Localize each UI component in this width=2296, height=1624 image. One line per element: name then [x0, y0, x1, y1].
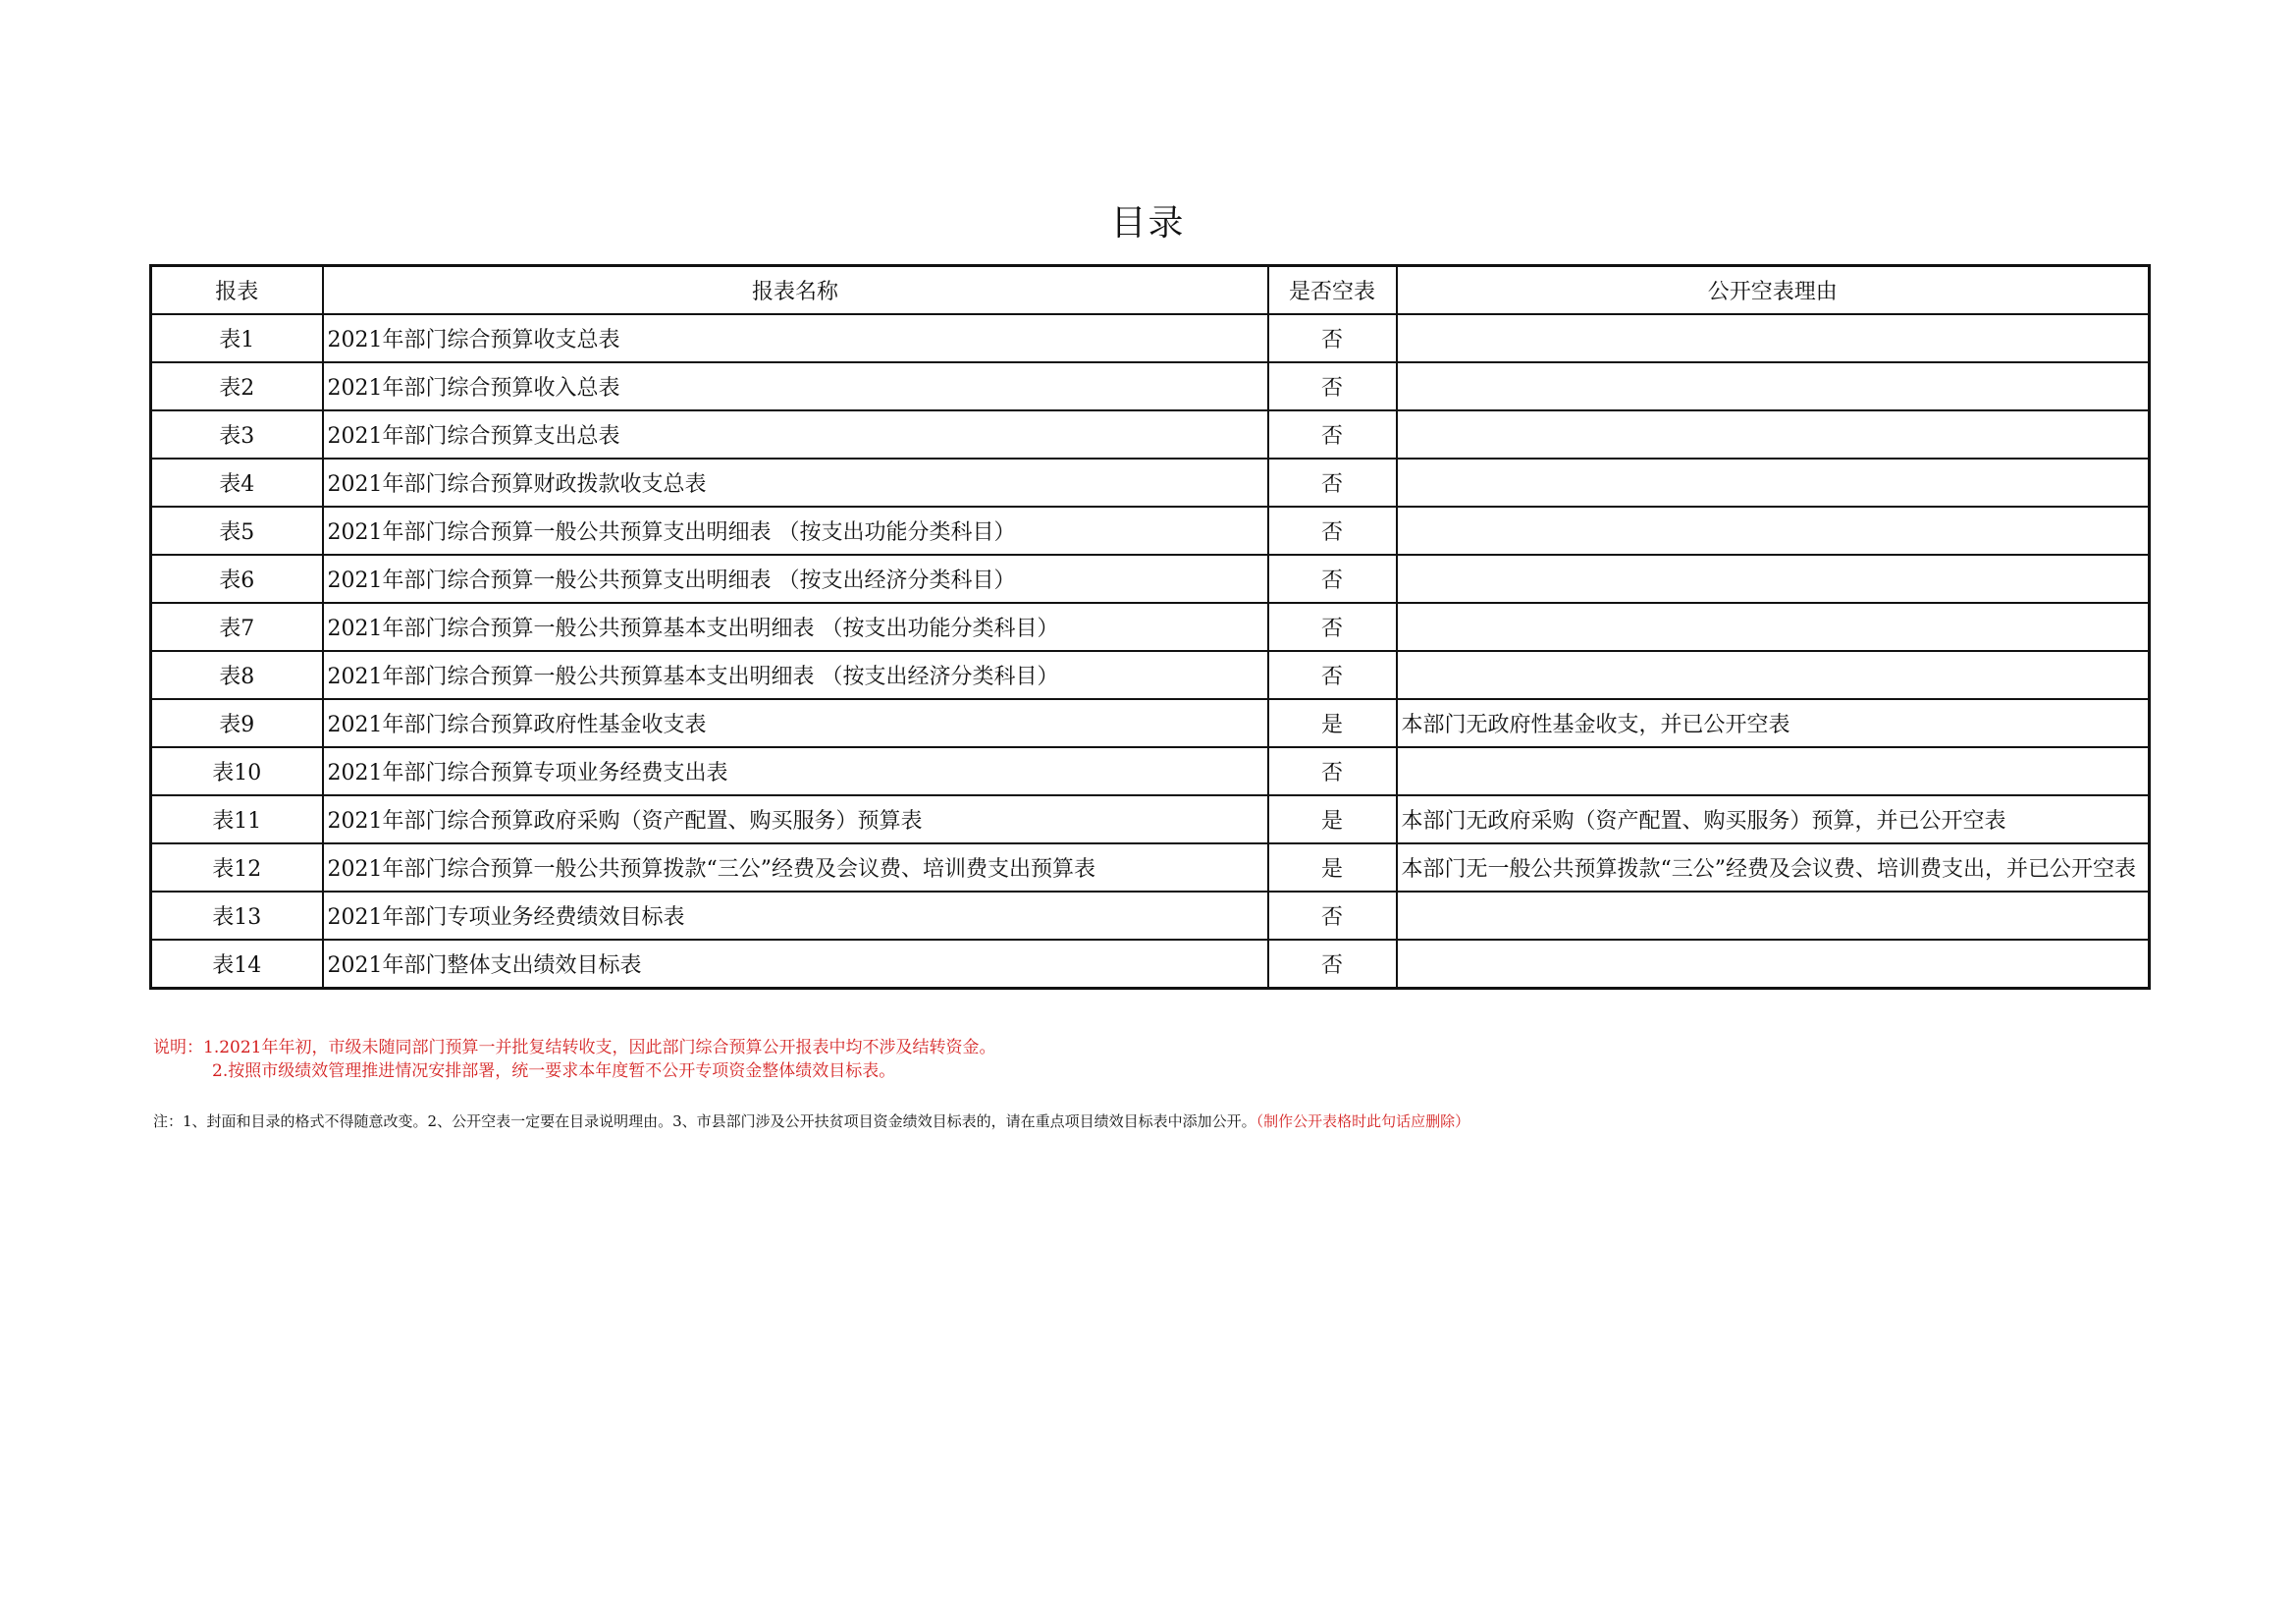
- table-row: [151, 459, 2150, 507]
- table-row: [151, 940, 2150, 989]
- empty-reason-cell: [1397, 459, 2150, 507]
- is-empty-cell: 否: [1268, 892, 1397, 940]
- empty-reason-cell: [1397, 410, 2150, 459]
- report-id-cell: 表6: [151, 555, 323, 603]
- empty-reason-cell: [1397, 747, 2150, 795]
- table-row: [151, 892, 2150, 940]
- table-row: [151, 314, 2150, 362]
- empty-reason-cell: [1397, 892, 2150, 940]
- empty-reason-cell: [1397, 603, 2150, 651]
- table-row: [151, 651, 2150, 699]
- table-row: [151, 795, 2150, 843]
- note-line-1: 说明：1.2021年年初，市级未随同部门预算一并批复结转收支，因此部门综合预算公开报表中均不涉及结转资金。: [153, 1038, 996, 1057]
- report-id-cell: 表1: [151, 314, 323, 362]
- report-id-cell: 表13: [151, 892, 323, 940]
- empty-reason-cell: [1397, 555, 2150, 603]
- report-id-cell: 表2: [151, 362, 323, 410]
- report-name-cell: 2021年部门综合预算收支总表: [323, 314, 1268, 362]
- report-name-cell: 2021年部门综合预算收入总表: [323, 362, 1268, 410]
- report-id-cell: 表4: [151, 459, 323, 507]
- report-name-cell: 2021年部门综合预算财政拨款收支总表: [323, 459, 1268, 507]
- is-empty-cell: 否: [1268, 362, 1397, 410]
- toc-table: [149, 264, 2151, 990]
- header-report-name: 报表名称: [323, 266, 1268, 315]
- empty-reason-cell: [1397, 940, 2150, 989]
- report-id-cell: 表9: [151, 699, 323, 747]
- table-row: [151, 843, 2150, 892]
- empty-reason-cell: [1397, 507, 2150, 555]
- is-empty-cell: 否: [1268, 410, 1397, 459]
- empty-reason-cell: 本部门无一般公共预算拨款“三公”经费及会议费、培训费支出，并已公开空表: [1397, 843, 2150, 892]
- is-empty-cell: 否: [1268, 747, 1397, 795]
- is-empty-cell: 是: [1268, 795, 1397, 843]
- report-name-cell: 2021年部门综合预算一般公共预算基本支出明细表 （按支出功能分类科目）: [323, 603, 1268, 651]
- report-name-cell: 2021年部门整体支出绩效目标表: [323, 940, 1268, 989]
- is-empty-cell: 是: [1268, 843, 1397, 892]
- is-empty-cell: 否: [1268, 459, 1397, 507]
- is-empty-cell: 否: [1268, 603, 1397, 651]
- report-name-cell: 2021年部门综合预算专项业务经费支出表: [323, 747, 1268, 795]
- report-id-cell: 表10: [151, 747, 323, 795]
- report-name-cell: 2021年部门综合预算一般公共预算基本支出明细表 （按支出经济分类科目）: [323, 651, 1268, 699]
- header-empty-reason: 公开空表理由: [1397, 266, 2150, 315]
- footnote: [153, 1110, 1469, 1132]
- empty-reason-cell: 本部门无政府性基金收支，并已公开空表: [1397, 699, 2150, 747]
- empty-reason-cell: [1397, 362, 2150, 410]
- report-id-cell: 表7: [151, 603, 323, 651]
- report-id-cell: 表8: [151, 651, 323, 699]
- empty-reason-cell: [1397, 651, 2150, 699]
- report-name-cell: 2021年部门综合预算政府采购（资产配置、购买服务）预算表: [323, 795, 1268, 843]
- is-empty-cell: 否: [1268, 314, 1397, 362]
- table-row: [151, 555, 2150, 603]
- header-is-empty: 是否空表: [1268, 266, 1397, 315]
- report-id-cell: 表12: [151, 843, 323, 892]
- report-name-cell: 2021年部门综合预算支出总表: [323, 410, 1268, 459]
- is-empty-cell: 是: [1268, 699, 1397, 747]
- table-row: [151, 410, 2150, 459]
- footnote-red-text: （制作公开表格时此句话应删除）: [1255, 1112, 1470, 1130]
- report-name-cell: 2021年部门综合预算一般公共预算拨款“三公”经费及会议费、培训费支出预算表: [323, 843, 1268, 892]
- empty-reason-cell: [1397, 314, 2150, 362]
- is-empty-cell: 否: [1268, 651, 1397, 699]
- report-id-cell: 表11: [151, 795, 323, 843]
- report-id-cell: 表5: [151, 507, 323, 555]
- page-title: 目录: [1110, 203, 1186, 244]
- report-name-cell: 2021年部门专项业务经费绩效目标表: [323, 892, 1268, 940]
- is-empty-cell: 否: [1268, 507, 1397, 555]
- report-name-cell: 2021年部门综合预算政府性基金收支表: [323, 699, 1268, 747]
- explanation-notes: [153, 1036, 995, 1083]
- footnote-text: 注：1、封面和目录的格式不得随意改变。2、公开空表一定要在目录说明理由。3、市县部门涉及公开扶贫项目资金绩效目标表的，请在重点项目绩效目标表中添加公开。: [153, 1112, 1256, 1130]
- report-id-cell: 表3: [151, 410, 323, 459]
- report-id-cell: 表14: [151, 940, 323, 989]
- table-row: [151, 507, 2150, 555]
- note-line-2: 2.按照市级绩效管理推进情况安排部署，统一要求本年度暂不公开专项资金整体绩效目标表。: [212, 1061, 896, 1081]
- table-header-row: [151, 266, 2150, 315]
- report-name-cell: 2021年部门综合预算一般公共预算支出明细表 （按支出功能分类科目）: [323, 507, 1268, 555]
- table-row: [151, 747, 2150, 795]
- table-row: [151, 603, 2150, 651]
- is-empty-cell: 否: [1268, 940, 1397, 989]
- header-report-id: 报表: [151, 266, 323, 315]
- report-name-cell: 2021年部门综合预算一般公共预算支出明细表 （按支出经济分类科目）: [323, 555, 1268, 603]
- empty-reason-cell: 本部门无政府采购（资产配置、购买服务）预算，并已公开空表: [1397, 795, 2150, 843]
- table-row: [151, 362, 2150, 410]
- is-empty-cell: 否: [1268, 555, 1397, 603]
- table-row: [151, 699, 2150, 747]
